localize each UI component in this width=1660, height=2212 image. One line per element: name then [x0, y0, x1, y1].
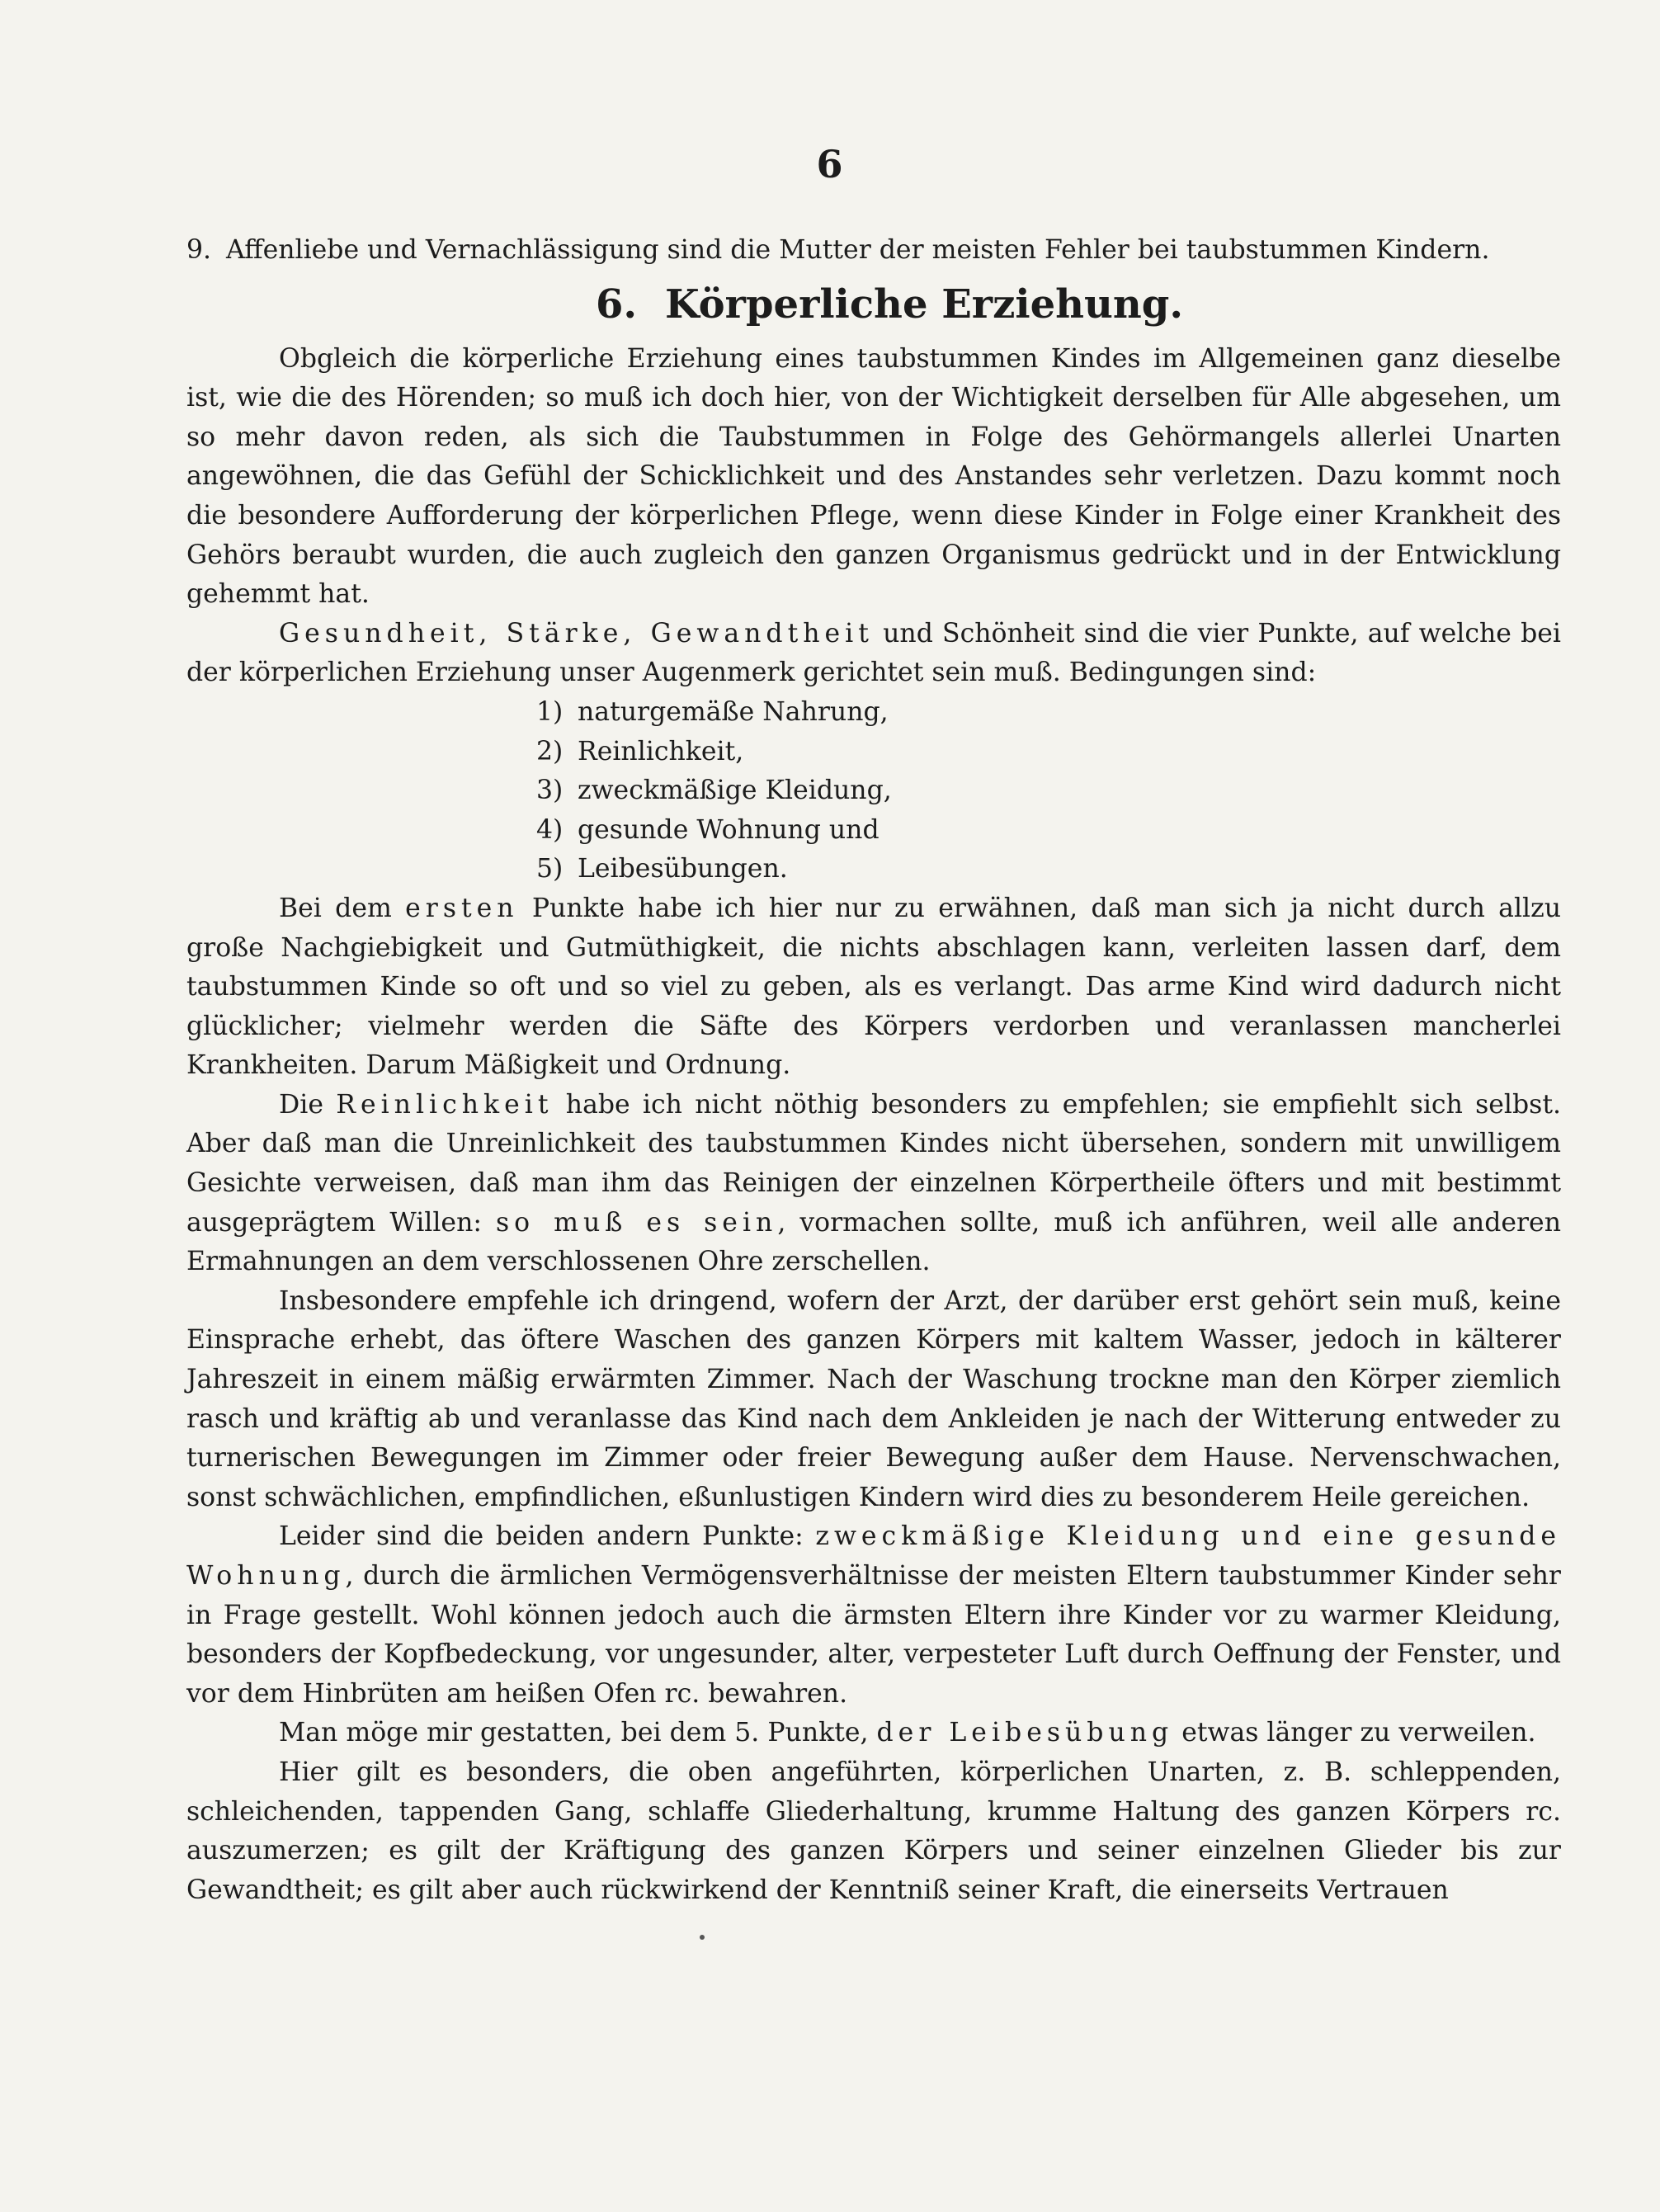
conditions-list: [186, 693, 1561, 889]
ink-dot: [700, 1935, 705, 1940]
item-9-number: 9.: [186, 235, 212, 265]
section-title: Körperliche Erziehung.: [665, 281, 1184, 328]
emphasis-text: ersten: [405, 893, 519, 923]
paragraph-exercise-intro: Man möge mir gestatten, bei dem 5. Punkte, der Leibesübung etwas länger zu verweilen.: [279, 1718, 1536, 1748]
paragraph-clothing: Leider sind die beiden andern Punkte: zweckmäßige Kleidung und eine gesunde Wohnung, durch die ärmlichen Vermögensverhältnisse der meisten Eltern taubstummer Kinder sehr in Frage gestellt. Wohl können jedoch auch die ärmsten Eltern ihre Kinder vor zu warmer Kleidung, besonders der Kopfbedeckung, vor ungesunder, alter, verpesteter Luft durch Oeffnung der Fenster, und vor dem Hinbrüten am heißen Ofen rc. bewahren.: [186, 1521, 1562, 1709]
paragraph-nutrition: Bei dem ersten Punkte habe ich hier nur zu erwähnen, daß man sich ja nicht durch allzu große Nachgiebigkeit und Gutmüthigkeit, die nichts abschlagen kann, verleiten lassen darf, dem taubstummen Kinde so oft und so viel zu geben, als es verlangt. Das arme Kind wird dadurch nicht glücklicher; vielmehr werden die Säfte des Körpers verdorben und veranlassen mancherlei Krankheiten. Darum Mäßigkeit und Ordnung.: [186, 893, 1561, 1081]
paragraph-exercise: Hier gilt es besonders, die oben angeführten, körperlichen Unarten, z. B. schleppenden, schleichenden, tappenden Gang, schlaffe Gliederhaltung, krumme Haltung des ganzen Körpers rc. auszumerzen; es gilt der Kräftigung des ganzen Körpers und seiner einzelnen Glieder bis zur Gewandtheit; es gilt aber auch rückwirkend der Kenntniß seiner Kraft, die einerseits Vertrauen: [186, 1757, 1561, 1905]
emphasis-text: zweckmäßige Kleidung und eine gesunde Wohnung: [186, 1521, 1562, 1591]
emphasis-text: der Leibesübung: [876, 1718, 1174, 1748]
page-number: 6: [816, 142, 844, 186]
list-item: 4) gesunde Wohnung und: [536, 814, 880, 845]
paragraph-four-points: Gesundheit, Stärke, Gewandtheit und Schönheit sind die vier Punkte, auf welche bei der körperlichen Erziehung unser Augenmerk gerichtet sein muß. Bedingungen sind:: [186, 618, 1562, 688]
emphasis-text: Gesundheit, Stärke, Gewandtheit: [279, 618, 874, 649]
list-item: 2) Reinlichkeit,: [536, 736, 744, 766]
paragraph-cleanliness: Die Reinlichkeit habe ich nicht nöthig besonders zu empfehlen; sie empfiehlt sich selbst. Aber daß man die Unreinlichkeit des taubstummen Kindes nicht übersehen, sondern mit unwilligem Gesichte verweisen, daß man ihm das Reinigen der einzelnen Körpertheile öfters und mit bestimmt ausgeprägtem Willen: so muß es sein, vormachen sollte, muß ich anführen, weil alle anderen Ermahnungen an dem verschlossenen Ohre zerschellen.: [186, 1089, 1562, 1277]
list-item: 3) zweckmäßige Kleidung,: [536, 776, 892, 806]
section-heading: [186, 274, 1561, 335]
item-9: [186, 231, 1561, 271]
emphasis-text: so muß es sein: [495, 1207, 778, 1238]
list-item: 5) Leibesübungen.: [536, 854, 788, 884]
emphasis-text: Reinlichkeit: [336, 1089, 554, 1120]
list-item: 1) naturgemäße Nahrung,: [536, 696, 889, 727]
paragraph-washing: Insbesondere empfehle ich dringend, wofern der Arzt, der darüber erst gehört sein muß, keine Einsprache erhebt, das öftere Waschen des ganzen Körpers mit kaltem Wasser, jedoch in kälterer Jahreszeit in einem mäßig erwärmten Zimmer. Nach der Waschung trockne man den Körper ziemlich rasch und kräftig ab und veranlasse das Kind nach dem Ankleiden je nach der Witterung entweder zu turnerischen Bewegungen im Zimmer oder freier Bewegung außer dem Hause. Nervenschwachen, sonst schwächlichen, empfindlichen, eßunlustigen Kindern wird dies zu besonderem Heile gereichen.: [186, 1285, 1561, 1512]
paragraph-intro: Obgleich die körperliche Erziehung eines taubstummen Kindes im Allgemeinen ganz dieselbe ist, wie die des Hörenden; so muß ich doch hier, von der Wichtigkeit derselben für Alle abgesehen, um so mehr davon reden, als sich die Taubstummen in Folge des Gehörmangels allerlei Unarten angewöhnen, die das Gefühl der Schicklichkeit und des Anstandes sehr verletzen. Dazu kommt noch die besondere Aufforderung der körperlichen Pflege, wenn diese Kinder in Folge einer Krankheit des Gehörs beraubt wurden, die auch zugleich den ganzen Organismus gedrückt und in der Entwicklung gehemmt hat.: [186, 343, 1561, 610]
item-9-text: Affenliebe und Vernachlässigung sind die Mutter der meisten Fehler bei taubstummen Kindern.: [226, 235, 1490, 265]
section-number: 6.: [596, 281, 638, 328]
page-body: [186, 231, 1561, 1910]
